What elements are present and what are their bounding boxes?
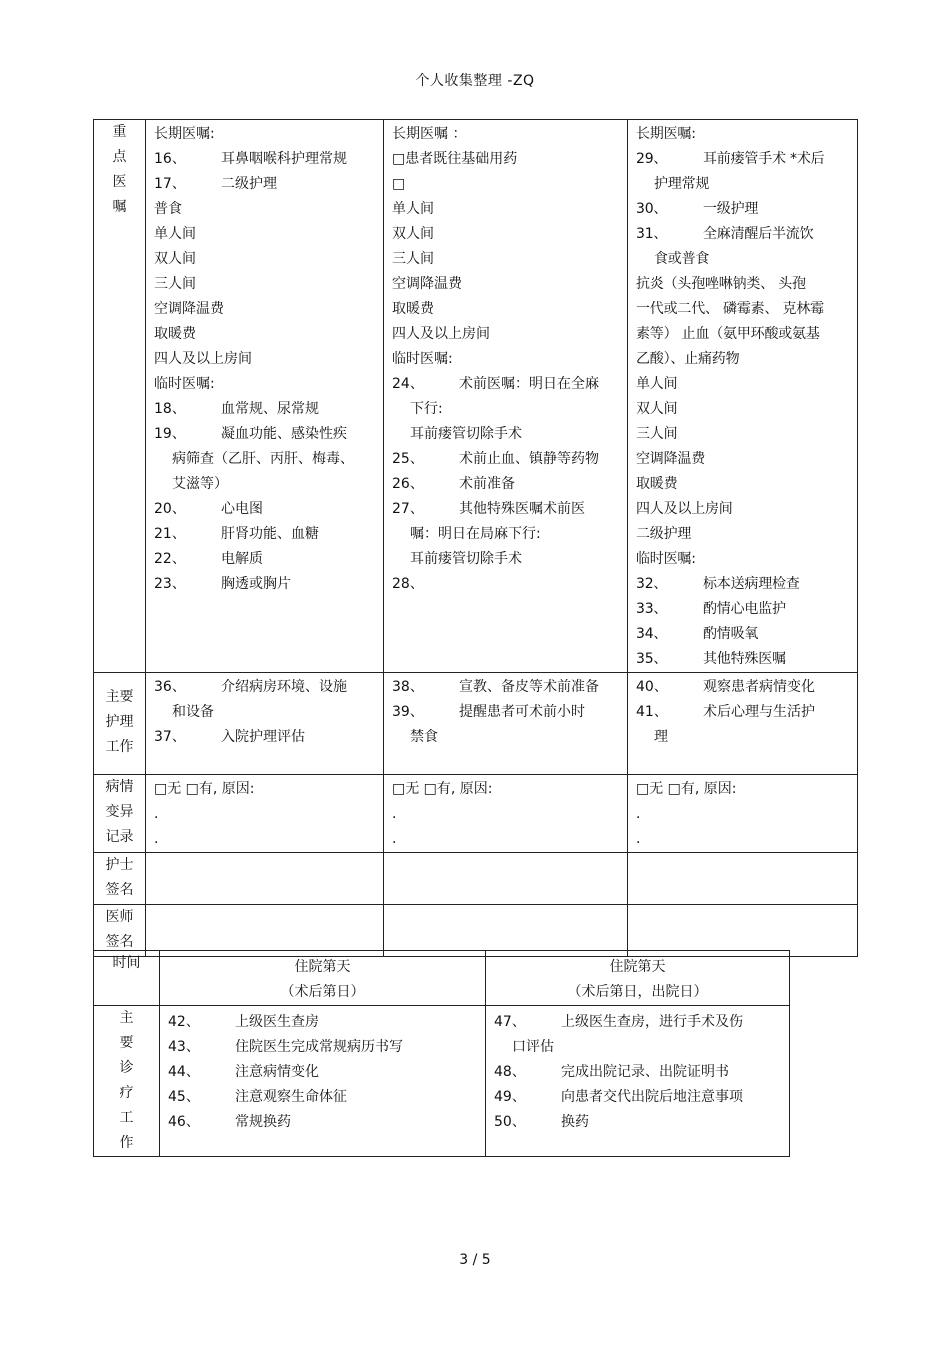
text-line [494,1010,781,1035]
text-line [494,1110,781,1135]
item-number: 30、 [636,201,668,217]
item-text: 酌情吸氧 [703,626,759,642]
text-line: 二级护理 [636,526,692,542]
item-number: 39、 [392,704,424,720]
item-text: 入院护理评估 [221,729,305,745]
label-main-treatment [94,1006,160,1157]
item-number: 26、 [392,476,424,492]
text-line [154,172,377,197]
label-char: 要 [119,1035,134,1051]
item-text: 观察患者病情变化 [703,679,815,695]
item-text: 注意病情变化 [235,1064,319,1080]
text-line: 三人间 [392,251,434,267]
doctor-sign-col3[interactable] [628,905,858,957]
item-number: 49、 [494,1089,526,1105]
item-text: 耳前瘘管手术 *术后 [703,151,825,167]
label-char: 记录 [105,829,134,845]
label-char: 主要 [105,689,134,705]
row-nurse-sign [94,853,858,905]
row-main-treatment [94,1006,790,1157]
text-line [168,1110,477,1135]
label-char: 嘱 [112,199,127,215]
nurse-sign-col3[interactable] [628,853,858,905]
text-line: 禁食 [410,729,438,745]
text-line: 长期医嘱 ： [392,126,467,142]
treatment-col1 [160,1006,486,1157]
item-number: 34、 [636,626,668,642]
label-char: 重 [112,124,127,140]
item-text: 介绍病房环境、设施 [221,679,347,695]
label-time: 时间 [94,951,160,1006]
text-line: 耳前瘘管切除手术 [410,426,522,442]
text-line [154,547,377,572]
item-number: 43、 [168,1039,200,1055]
text-line: 理 [654,729,668,745]
text-line [494,1060,781,1085]
item-text: 其他特殊医嘱 [703,651,786,667]
text-line [154,675,377,700]
text-line [154,572,377,597]
text-line: 嘱：明日在局麻下行: [410,526,541,542]
item-number: 36、 [154,679,186,695]
item-number: 37、 [154,729,186,745]
item-number: 27、 [392,501,424,517]
item-text: 耳鼻咽喉科护理常规 [221,151,347,167]
item-text: 血常规、尿常规 [221,401,319,417]
variance-col1 [146,775,384,853]
item-text: 上级医生查房，进行手术及伤 [561,1014,743,1030]
text-line: □无 □有, 原因: [392,781,493,797]
item-text: 宣教、备皮等术前准备 [459,679,599,695]
text-line: 取暖费 [154,326,196,342]
text-line: 临时医嘱: [636,551,696,567]
text-line: 双人间 [392,226,434,242]
text-line: （术后第日，出院日） [567,984,708,1000]
text-line: 四人及以上房间 [392,326,490,342]
text-line: . [154,831,159,847]
text-line [636,222,851,247]
item-text: 标本送病理检查 [703,576,800,592]
text-line [636,572,851,597]
item-text: 换药 [561,1114,589,1130]
text-line: □无 □有, 原因: [154,781,255,797]
item-text: 肝肾功能、血糖 [221,526,319,542]
text-line [636,597,851,622]
text-line: . [154,806,159,822]
text-line: . [636,831,641,847]
label-doctor-sign [94,905,146,957]
time-head-2 [486,951,790,1006]
text-line: 长期医嘱: [154,126,215,142]
label-char: 护理 [105,714,134,730]
text-line: 乙酸）、止痛药物 [636,351,740,367]
item-text: 凝血功能、感染性疾 [221,426,347,442]
text-line: . [392,806,397,822]
text-line [154,725,377,750]
row-nursing [94,673,858,775]
item-number: 23、 [154,576,186,592]
item-number: 31、 [636,226,668,242]
item-text: 向患者交代出院后地注意事项 [561,1089,743,1105]
key-orders-col1 [146,120,384,673]
item-number: 48、 [494,1064,526,1080]
text-line [392,497,621,522]
item-text: 酌情心电监护 [703,601,786,617]
text-line [168,1085,477,1110]
item-number: 18、 [154,401,186,417]
label-char: 签名 [105,934,134,950]
text-line: 单人间 [154,226,196,242]
text-line: 素等） 止血（氨甲环酸或氨基 [636,326,820,342]
page-header: 个人收集整理 -ZQ [415,73,535,89]
item-number: 35、 [636,651,668,667]
item-text: 术后心理与生活护 [703,704,815,720]
text-line: 艾滋等） [172,476,228,492]
label-char: 护士 [105,857,134,873]
text-line: □ [392,176,406,192]
item-number: 22、 [154,551,186,567]
treatment-col2 [486,1006,790,1157]
text-line [154,497,377,522]
label-char: 变异 [105,804,134,820]
item-text: 胸透或胸片 [221,576,291,592]
label-key-orders [94,120,146,673]
text-line [154,397,377,422]
text-line: 长期医嘱: [636,126,696,142]
label-char: 诊 [119,1060,134,1076]
nursing-col1 [146,673,384,775]
item-number: 47、 [494,1014,526,1030]
nursing-col3 [628,673,858,775]
label-char: 作 [119,1135,134,1151]
nurse-sign-col2[interactable] [384,853,628,905]
text-line: 耳前瘘管切除手术 [410,551,522,567]
text-line: 双人间 [636,401,678,417]
page-number: 3 / 5 [459,1252,491,1268]
item-text: 一级护理 [703,201,759,217]
text-line [494,1085,781,1110]
text-line: 病筛查（乙肝、丙肝、梅毒、 [172,451,354,467]
text-line [168,1035,477,1060]
key-orders-col2 [384,120,628,673]
item-number: 50、 [494,1114,526,1130]
text-line: 四人及以上房间 [636,501,733,517]
doctor-sign-col2[interactable] [384,905,628,957]
text-line: 护理常规 [654,176,710,192]
item-number: 24、 [392,376,424,392]
text-line: 下行: [410,401,443,417]
text-line: 食或普食 [654,251,710,267]
item-text: 术前准备 [459,476,515,492]
label-nursing [94,673,146,775]
item-number: 41、 [636,704,668,720]
text-line: 空调降温费 [154,301,224,317]
item-number: 28、 [392,576,424,592]
text-line: 临时医嘱: [392,351,453,367]
text-line: . [636,806,641,822]
item-text: 二级护理 [221,176,277,192]
row-key-orders [94,120,858,673]
label-char: 签名 [105,882,134,898]
label-variance [94,775,146,853]
text-line [392,447,621,472]
text-line: 取暖费 [392,301,434,317]
pathway-table-2 [93,950,790,1157]
text-line [392,372,621,397]
text-line [154,422,377,447]
key-orders-col3 [628,120,858,673]
text-line: 取暖费 [636,476,678,492]
text-line: 住院第天 [609,959,666,975]
text-line: 住院第天 [294,959,351,975]
text-line: 单人间 [636,376,678,392]
text-line [636,622,851,647]
item-number: 45、 [168,1089,200,1105]
item-text: 电解质 [221,551,263,567]
text-line [392,572,621,597]
item-text: 常规换药 [235,1114,291,1130]
label-char: 点 [112,149,127,165]
text-line [154,522,377,547]
item-number: 38、 [392,679,424,695]
label-char: 疗 [119,1085,134,1101]
text-line: （术后第日） [280,984,365,1000]
text-line: 双人间 [154,251,196,267]
item-text: 上级医生查房 [235,1014,319,1030]
text-line [636,675,851,700]
label-char: 医师 [105,909,134,925]
text-line: □无 □有, 原因: [636,781,737,797]
item-number: 42、 [168,1014,200,1030]
item-number: 20、 [154,501,186,517]
item-text: 术前医嘱：明日在全麻 [459,376,599,392]
label-char: 主 [119,1010,134,1026]
item-number: 44、 [168,1064,200,1080]
item-text: 住院医生完成常规病历书写 [235,1039,403,1055]
text-line: 三人间 [154,276,196,292]
item-number: 32、 [636,576,668,592]
label-char: 工作 [105,739,134,755]
variance-col3 [628,775,858,853]
text-line: 和设备 [172,704,214,720]
row-doctor-sign [94,905,858,957]
item-number: 17、 [154,176,186,192]
row-time [94,951,790,1006]
label-char: 医 [112,174,127,190]
nursing-col2 [384,673,628,775]
text-line: 单人间 [392,201,434,217]
item-number: 29、 [636,151,668,167]
text-line: 抗炎（头孢唑啉钠类、 头孢 [636,276,806,292]
text-line [392,675,621,700]
item-number: 33、 [636,601,668,617]
row-variance [94,775,858,853]
text-line [636,197,851,222]
item-text: 提醒患者可术前小时 [459,704,585,720]
nurse-sign-col1[interactable] [146,853,384,905]
text-line: 空调降温费 [636,451,705,467]
text-line: 一代或二代、 磷霉素、 克林霉 [636,301,824,317]
text-line: □患者既往基础用药 [392,151,518,167]
item-text: 术前止血、镇静等药物 [459,451,599,467]
item-text: 心电图 [221,501,263,517]
text-line: 空调降温费 [392,276,462,292]
text-line [392,700,621,725]
item-number: 21、 [154,526,186,542]
text-line [636,647,851,672]
text-line [636,147,851,172]
item-number: 40、 [636,679,668,695]
pathway-table-1 [93,119,858,957]
text-line [154,147,377,172]
item-number: 19、 [154,426,186,442]
text-line: . [392,831,397,847]
time-head-1 [160,951,486,1006]
label-nurse-sign [94,853,146,905]
text-line: 三人间 [636,426,678,442]
text-line [392,472,621,497]
item-number: 46、 [168,1114,200,1130]
item-text: 完成出院记录、出院证明书 [561,1064,729,1080]
label-char: 病情 [105,779,134,795]
text-line [636,700,851,725]
text-line: 普食 [154,201,182,217]
label-char: 工 [119,1110,134,1126]
item-number: 25、 [392,451,424,467]
text-line: 四人及以上房间 [154,351,252,367]
item-number: 16、 [154,151,186,167]
text-line: 口评估 [512,1039,554,1055]
doctor-sign-col1[interactable] [146,905,384,957]
item-text: 全麻清醒后半流饮 [703,226,814,242]
text-line: 临时医嘱: [154,376,215,392]
item-text: 其他特殊医嘱术前医 [459,501,585,517]
item-text: 注意观察生命体征 [235,1089,347,1105]
variance-col2 [384,775,628,853]
text-line [168,1060,477,1085]
text-line [168,1010,477,1035]
